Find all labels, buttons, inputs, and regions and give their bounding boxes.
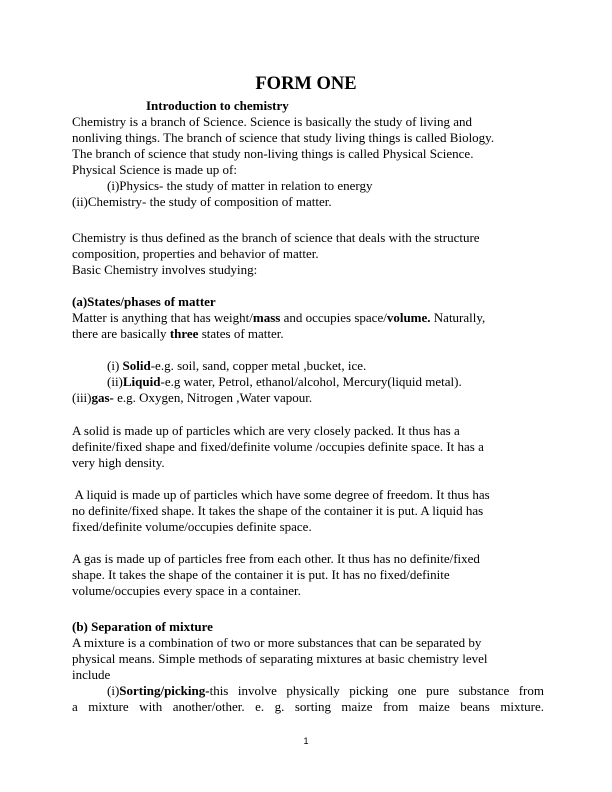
matter-definition-line — [72, 310, 544, 326]
mixture-line: A mixture is a combination of two or more substances that can be separated by — [72, 635, 482, 650]
sorting-method-line — [72, 683, 544, 699]
definition-line: composition, properties and behavior of matter. — [72, 246, 319, 261]
liquid-line: A liquid is made up of particles which have some degree of freedom. It thus has — [72, 487, 490, 502]
state-prefix: (iii) — [72, 390, 92, 405]
intro-paragraph — [72, 114, 544, 210]
gas-paragraph — [72, 551, 544, 599]
mixture-line: include — [72, 667, 111, 682]
state-examples: -e.g. soil, sand, copper metal ,bucket, ice. — [150, 358, 367, 373]
method-description: this involve physically picking one pure substance from — [209, 683, 544, 698]
state-item-solid — [72, 358, 544, 374]
page-number: 1 — [303, 736, 309, 746]
intro-line: The branch of science that study non-living things is called Physical Science. — [72, 146, 474, 161]
gas-line: A gas is made up of particles free from each other. It thus has no definite/fixed — [72, 551, 480, 566]
gas-line: volume/occupies every space in a container. — [72, 583, 301, 598]
text-run: states of matter. — [198, 326, 284, 341]
state-examples: -e.g water, Petrol, ethanol/alcohol, Mercury(liquid metal). — [160, 374, 462, 389]
intro-line: Chemistry is a branch of Science. Science is basically the study of living and — [72, 114, 473, 129]
state-name: Liquid — [122, 374, 161, 389]
bold-term-mass: mass — [252, 310, 281, 325]
solid-line: definite/fixed shape and fixed/definite volume /occupies definite space. It has a — [72, 439, 484, 454]
gas-line: shape. It takes the shape of the container it is put. It has no fixed/definite — [72, 567, 450, 582]
liquid-paragraph — [72, 487, 544, 535]
sorting-method-line: a mixture with another/other. e. g. sorting maize from maize beans mixture. — [72, 699, 544, 714]
definition-line: Chemistry is thus defined as the branch of science that deals with the structure — [72, 230, 480, 245]
matter-definition-line — [72, 326, 544, 342]
mixture-line: physical means. Simple methods of separating mixtures at basic chemistry level — [72, 651, 488, 666]
states-list — [72, 358, 544, 406]
definition-line: Basic Chemistry involves studying: — [72, 262, 258, 277]
text-run: Matter is anything that has weight/ — [72, 310, 253, 325]
section-b — [72, 619, 544, 715]
liquid-line: fixed/definite volume/occupies definite space. — [72, 519, 312, 534]
text-run: there are basically — [72, 326, 170, 341]
state-name: gas- — [91, 390, 114, 405]
liquid-line: no definite/fixed shape. It takes the shape of the container it is put. A liquid has — [72, 503, 484, 518]
page-title: FORM ONE — [255, 74, 357, 94]
intro-list-item-physics: (i)Physics- the study of matter in relation to energy — [107, 178, 373, 193]
bold-term-three: three — [169, 326, 199, 341]
section-b-heading: (b) Separation of mixture — [72, 619, 213, 634]
solid-paragraph — [72, 423, 544, 471]
intro-list-item-chemistry: (ii)Chemistry- the study of composition of matter. — [72, 194, 332, 209]
state-prefix: (ii) — [107, 374, 123, 389]
solid-line: very high density. — [72, 455, 165, 470]
state-prefix: (i) — [107, 358, 123, 373]
section-a — [72, 294, 544, 342]
state-item-gas — [72, 390, 544, 406]
bold-term-volume: volume. — [386, 310, 431, 325]
intro-line: Physical Science is made up of: — [72, 162, 237, 177]
method-prefix: (i) — [107, 683, 120, 698]
intro-line: nonliving things. The branch of science that study living things is called Biology. — [72, 130, 495, 145]
text-run: Naturally, — [430, 310, 486, 325]
text-run: and occupies space/ — [280, 310, 387, 325]
definition-paragraph — [72, 230, 544, 278]
method-term: Sorting/picking- — [119, 683, 210, 698]
solid-line: A solid is made up of particles which are very closely packed. It thus has a — [72, 423, 460, 438]
state-examples: e.g. Oxygen, Nitrogen ,Water vapour. — [113, 390, 313, 405]
state-item-liquid — [72, 374, 544, 390]
section-subtitle: Introduction to chemistry — [146, 98, 289, 113]
state-name: Solid — [122, 358, 151, 373]
section-a-heading: (a)States/phases of matter — [72, 294, 216, 309]
